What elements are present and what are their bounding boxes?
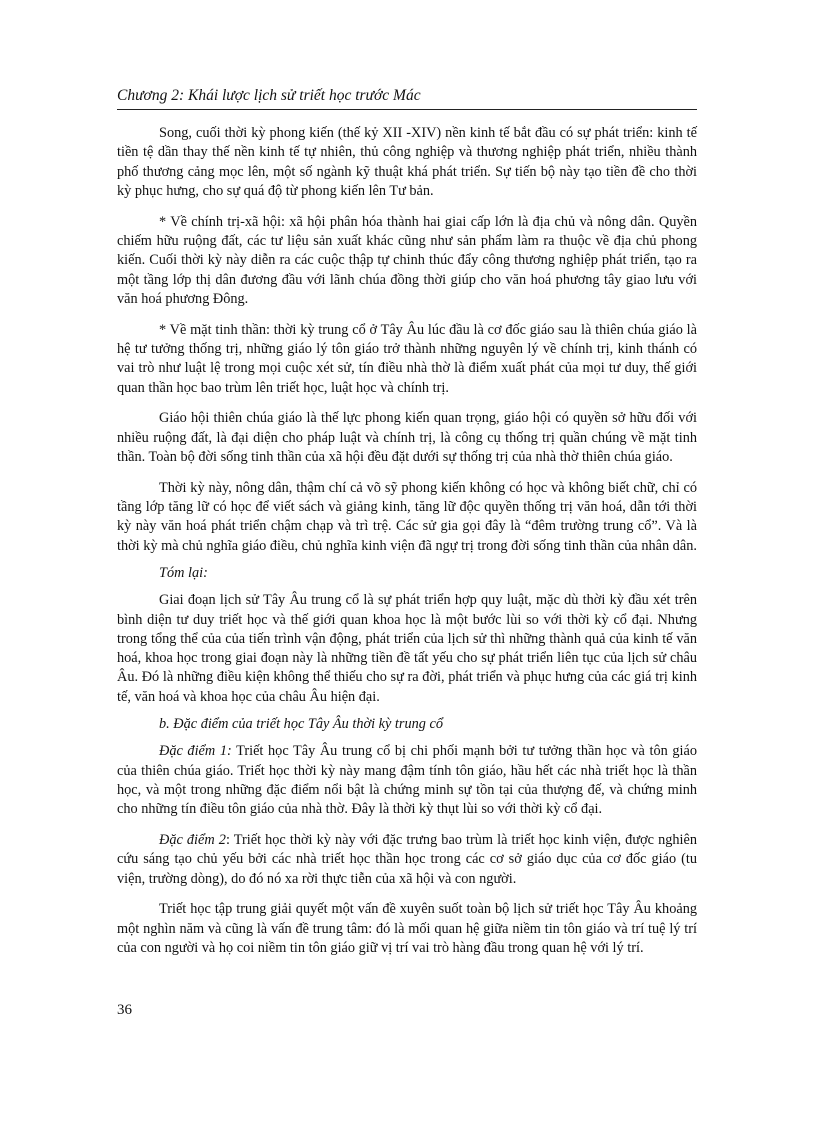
page-body xyxy=(117,124,697,970)
page-number: 36 xyxy=(117,1002,132,1018)
paragraph-central-problem: Triết học tập trung giải quyết một vấn đề xuyên suốt toàn bộ lịch sử triết học Tây Âu khoảng một nghìn năm và cũng là vấn đề trung tâm: đó là mối quan hệ giữa niềm tin tôn giáo và trí tuệ lý trí của con người và họ coi niềm tin tôn giáo giữ vị trí vai trò hàng đầu trong quan hệ với lý trí. xyxy=(117,901,697,956)
header-rule xyxy=(117,109,697,110)
paragraph-politics-society: * Về chính trị-xã hội: xã hội phân hóa thành hai giai cấp lớn là địa chủ và nông dân. Quyền chiếm hữu ruộng đất, các tư liệu sản xuất khác cũng như sản phẩm làm ra thuộc về địa chủ phong kiến. Cuối thời kỳ này diễn ra các cuộc thập tự chinh thúc đẩy công thương nghiệp phát triển, tạo ra một tầng lớp thị dân đương đầu với lãnh chúa đồng thời giúp cho văn hoá phương tây giao lưu với văn hoá phương Đông. xyxy=(117,213,697,307)
paragraph-church: Giáo hội thiên chúa giáo là thế lực phong kiến quan trọng, giáo hội có quyền sở hữu đối với nhiều ruộng đất, là đại diện cho pháp luật và chính trị, là công cụ thống trị quần chúng về mặt tinh thần. Toàn bộ đời sống tinh thần của xã hội đều đặt dưới sự thống trị của nhà thờ thiên chúa giáo. xyxy=(117,410,697,465)
paragraph-economy: Song, cuối thời kỳ phong kiến (thế kỷ XII -XIV) nền kinh tế bắt đầu có sự phát triển: kinh tế tiền tệ dần thay thế nền kinh tế tự nhiên, thủ công nghiệp và thương nghiệp phát triển, nhiều thành phố thương cảng mọc lên, một số ngành kỹ thuật khá phát triển. Sự tiến bộ này tạo tiền đề cho thời kỳ phục hưng, cho sự quá độ từ phong kiến lên Tư bản. xyxy=(117,125,697,199)
feature-2-label: Đặc điểm 2 xyxy=(159,832,226,848)
feature-2-text: : Triết học thời kỳ này với đặc trưng bao trùm là triết học kinh viện, được nghiên cứu sáng tạo chủ yếu bởi các nhà triết học thần học trong các cơ sở giáo dục của cơ đốc giáo (tu viện, trường dòng), do đó nó xa rời thực tiễn của xã hội và con người. xyxy=(117,832,697,887)
feature-1-text: Triết học Tây Âu trung cổ bị chi phối mạnh bởi tư tưởng thần học và tôn giáo của thiên chúa giáo. Triết học thời kỳ này mang đậm tính tôn giáo, hầu hết các nhà triết học là thần học, và một trong những đặc điểm nổi bật là chứng minh sự tồn tại của thượng đế, và chứng minh cho những tín điều tôn giáo của nhà thờ. Đây là thời kỳ thụt lùi so với thời kỳ cổ đại. xyxy=(117,743,698,818)
summary-label: Tóm lại: xyxy=(159,564,208,581)
paragraph-summary: Giai đoạn lịch sử Tây Âu trung cổ là sự phát triển hợp quy luật, mặc dù thời kỳ đầu xét trên bình diện tư duy triết học và thế giới quan khoa học là một bước lùi so với thời kỳ cổ đại. Nhưng trong tổng thể của của tiến trình vận động, phát triển của lịch sử thì những thành quả của kinh tế văn hoá, khoa học trong giai đoạn này là những tiền đề tất yếu cho sự phát triển liên tục của lịch sử châu Âu. Đó là những điều kiện không thể thiếu cho sự ra đời, phát triển và phục hưng của các giá trị kinh tế, văn hoá và khoa học của châu Âu hiện đại. xyxy=(117,592,697,705)
feature-1-label: Đặc điểm 1: xyxy=(159,743,232,760)
paragraph-feature-2 xyxy=(117,831,697,889)
paragraph-spiritual: * Về mặt tinh thần: thời kỳ trung cổ ở Tây Âu lúc đầu là cơ đốc giáo sau là thiên chúa giáo là hệ tư tưởng thống trị, những giáo lý tôn giáo trở thành những nguyên lý về chính trị, kinh thánh có vai trò như luật lệ trong mọi cuộc xét sử, tín điều nhà thờ là điểm xuất phát của mọi tư duy, thế giới quan thần học bao trùm lên triết học, luật học và chính trị. xyxy=(117,321,697,396)
section-heading: b. Đặc điểm của triết học Tây Âu thời kỳ trung cổ xyxy=(159,716,443,733)
running-header: Chương 2: Khái lược lịch sử triết học trước Mác xyxy=(117,87,421,104)
paragraph-feature-1 xyxy=(117,742,697,819)
paragraph-dark-ages: Thời kỳ này, nông dân, thậm chí cả võ sỹ phong kiến không có học và không biết chữ, chỉ có tầng lớp tăng lữ có học để viết sách và giảng kinh, tăng lữ độc quyền thống trị văn hoá, dẫn tới thời kỳ này văn hoá phát triển chậm chạp và trì trệ. Các sử gia gọi đây là “đêm trường trung cổ”. Và là thời kỳ mà chủ nghĩa giáo điều, chủ nghĩa kinh viện đã ngự trị trong đời sống tinh thần của nhân dân. xyxy=(117,479,697,554)
